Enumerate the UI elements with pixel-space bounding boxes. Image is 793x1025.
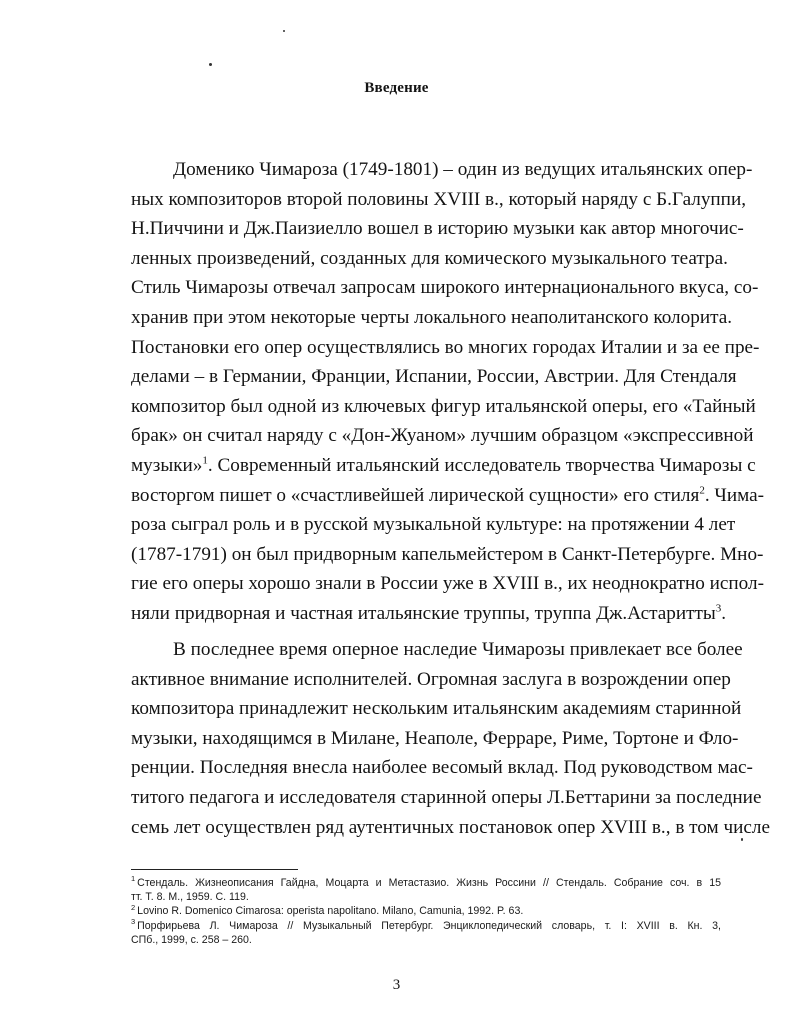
- footnote-ref-3[interactable]: 3: [715, 602, 722, 615]
- paragraph-1: [131, 155, 765, 629]
- text-line: композитор был одной из ключевых фигур итальянской оперы, его «Тайный: [131, 395, 756, 417]
- text-line: композитора принадлежит нескольким итальянским академиям старинной: [131, 698, 742, 720]
- text-line: Н.Пиччини и Дж.Паизиелло вошел в историю музыки как автор многочис-: [131, 218, 744, 240]
- text-line: гие его оперы хорошо знали в России уже в XVIII в., их неоднократно испол-: [131, 573, 764, 595]
- footnote-divider: [131, 869, 298, 870]
- text-segment: . Современный итальянский исследователь творчества Чимарозы с: [207, 454, 756, 476]
- text-line: ленных произведений, созданных для комического музыкального театра.: [131, 247, 728, 269]
- page-title: Введение: [364, 80, 429, 96]
- footnote-mark: 2: [131, 902, 136, 912]
- text-line: делами – в Германии, Франции, Испании, России, Австрии. Для Стендаля: [131, 366, 737, 388]
- footnote-2: [131, 904, 721, 918]
- text-segment: .: [721, 602, 727, 624]
- text-segment: музыки»: [131, 454, 203, 476]
- text-line: семь лет осуществлен ряд аутентичных постановок опер XVIII в., в том числе: [131, 816, 771, 838]
- scan-speck: [209, 63, 212, 66]
- text-line: брак» он считал наряду с «Дон-Жуаном» лучшим образцом «экспрессивной: [131, 425, 754, 447]
- footnote-mark: 1: [131, 874, 136, 884]
- text-line-with-footnote: [131, 599, 727, 629]
- scan-speck: [283, 30, 285, 32]
- footnote-1: [131, 876, 721, 890]
- text-segment: няли придворная и частная итальянские труппы, труппа Дж.Астаритты: [131, 602, 716, 624]
- text-line: ренции. Последняя внесла наиболее весомый вклад. Под руководством мас-: [131, 757, 753, 779]
- footnote-ref-1[interactable]: 1: [202, 454, 208, 467]
- text-segment: восторгом пишет о «счастливейшей лирической сущности» его стиля: [131, 484, 700, 506]
- text-line-with-footnote: [131, 481, 765, 511]
- text-line: музыки, находящимся в Милане, Неаполе, Ферраре, Риме, Тортоне и Фло-: [131, 727, 739, 749]
- text-line: ных композиторов второй половины XVIII в., который наряду с Б.Галуппи,: [131, 188, 747, 210]
- text-line: активное внимание исполнителей. Огромная заслуга в возрождении опер: [131, 668, 731, 690]
- text-line: титого педагога и исследователя старинной оперы Л.Беттарини за последние: [131, 786, 762, 808]
- footnote-text: Lovino R. Domenico Cimarosa: operista napolitano. Milano, Camunia, 1992. P. 63.: [137, 905, 524, 918]
- footnote-1-continuation: тт. Т. 8. М., 1959. С. 119.: [131, 891, 249, 904]
- text-line: Постановки его опер осуществлялись во многих городах Италии и за ее пре-: [131, 336, 760, 358]
- footnotes: [131, 876, 721, 947]
- text-line: (1787-1791) он был придворным капельмейстером в Санкт-Петербурге. Мно-: [131, 543, 764, 565]
- text-line-with-footnote: [131, 451, 756, 481]
- footnote-text: Порфирьева Л. Чимароза // Музыкальный Петербург. Энциклопедический словарь, т. I: XVIII в. Кн. 3,: [137, 919, 721, 932]
- scan-speck: [741, 838, 743, 841]
- footnote-mark: 3: [131, 917, 136, 927]
- footnote-3-continuation: СПб., 1999, с. 258 – 260.: [131, 933, 252, 946]
- paragraph-2: [131, 635, 771, 842]
- text-line: роза сыграл роль и в русской музыкальной культуре: на протяжении 4 лет: [131, 514, 736, 536]
- page-number: 3: [392, 977, 401, 993]
- text-line: Стиль Чимарозы отвечал запросам широкого интернационального вкуса, со-: [131, 277, 759, 299]
- text-line: хранив при этом некоторые черты локального неаполитанского колорита.: [131, 306, 733, 328]
- footnote-text: Стендаль. Жизнеописания Гайдна, Моцарта и Метастазио. Жизнь Россини // Стендаль. Собрание соч. в 15: [137, 877, 721, 889]
- text-line: В последнее время оперное наследие Чимарозы привлекает все более: [173, 639, 743, 660]
- text-line: Доменико Чимароза (1749-1801) – один из ведущих итальянских опер-: [173, 159, 753, 180]
- text-segment: . Чима-: [704, 484, 765, 506]
- footnote-ref-2[interactable]: 2: [699, 484, 705, 497]
- footnote-3: [131, 919, 721, 933]
